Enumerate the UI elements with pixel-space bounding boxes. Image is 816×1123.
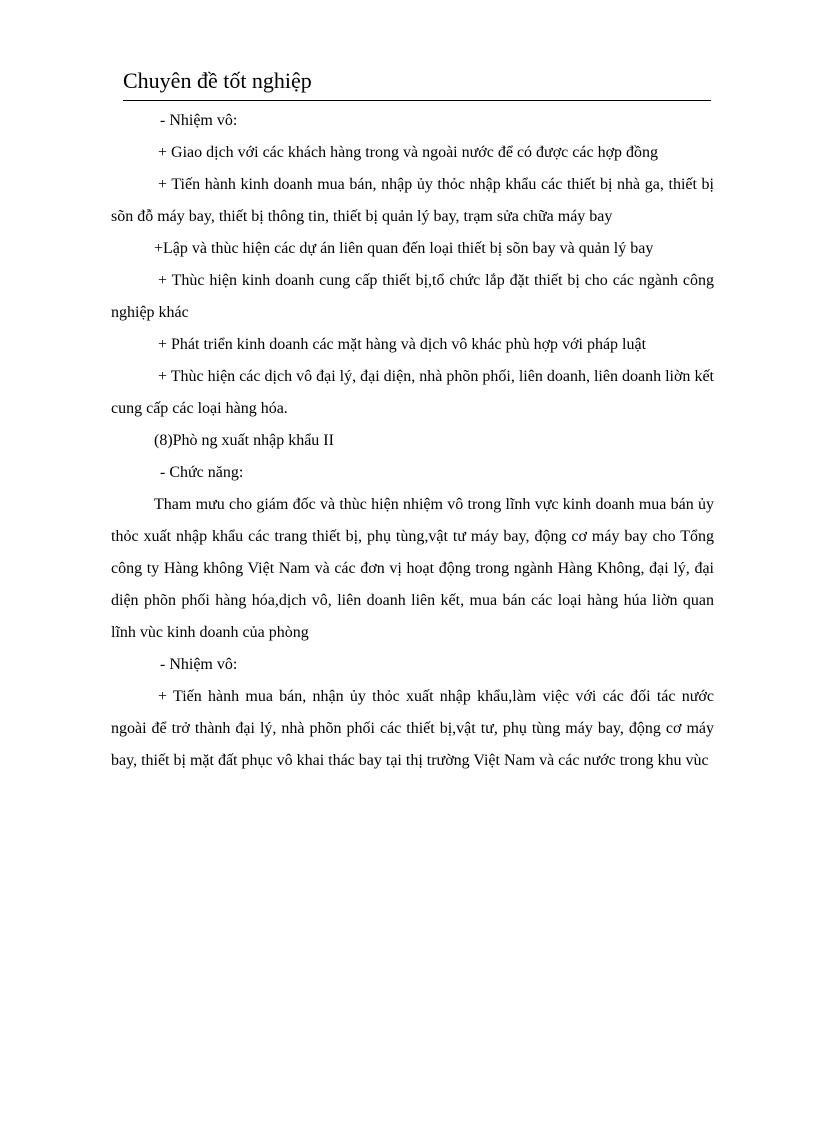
paragraph-duties-heading: - Nhiệm vô:	[160, 112, 238, 129]
paragraph-duty-1: + Giao dịch với các khách hàng trong và ngoài nước để có được các hợp đồng	[158, 144, 659, 161]
document-body	[111, 105, 714, 777]
page-header	[123, 66, 711, 101]
paragraph-duty-4: + Thùc hiện kinh doanh cung cấp thiết bị,tổ chức lắp đặt thiết bị cho các ngành công nghiệp khác	[111, 272, 714, 321]
paragraph-functions-body: Tham mưu cho giám đốc và thùc hiện nhiệm vô trong lĩnh vực kinh doanh mua bán ủy thỏc xuất nhập khẩu các trang thiết bị, phụ tùng,vật tư máy bay, động cơ máy bay cho Tổng công ty Hàng không Việt Nam và các đơn vị hoạt động trong ngành Hàng Không, đại lý, đại diện phõn phối hàng hóa,dịch vô, liên doanh liên kết, mua bán các loại hàng húa liờn quan lĩnh vùc kinh doanh của phòng	[111, 496, 714, 641]
paragraph-duty-6: + Thùc hiện các dịch vô đại lý, đại diện, nhà phõn phối, liên doanh, liên doanh liờn kết cung cấp các loại hàng hóa.	[111, 368, 714, 417]
header-title: Chuyên đề tốt nghiệp	[123, 68, 312, 93]
paragraph-duty-5: + Phát triển kinh doanh các mặt hàng và dịch vô khác phù hợp với pháp luật	[158, 336, 647, 353]
paragraph-duty-7: + Tiến hành mua bán, nhận ủy thỏc xuất nhập khẩu,làm việc với các đối tác nước ngoài để trở thành đại lý, nhà phõn phối các thiết bị,vật tư, phụ tùng máy bay, động cơ máy bay, thiết bị mặt đất phục vô khai thác bay tại thị trường Việt Nam và các nước trong khu vùc	[111, 688, 714, 769]
paragraph-functions-heading: - Chức năng:	[160, 464, 244, 481]
paragraph-duty-2: + Tiến hành kinh doanh mua bán, nhập ủy thỏc nhập khẩu các thiết bị nhà ga, thiết bị sõn đỗ máy bay, thiết bị thông tin, thiết bị quản lý bay, trạm sửa chữa máy bay	[111, 176, 714, 225]
section-heading-import-export-ii: (8)Phò ng xuất nhập khẩu II	[154, 432, 334, 449]
paragraph-duty-3: +Lập và thùc hiện các dự án liên quan đến loại thiết bị sõn bay và quản lý bay	[154, 240, 654, 257]
paragraph-duties-heading-2: - Nhiệm vô:	[160, 656, 238, 673]
